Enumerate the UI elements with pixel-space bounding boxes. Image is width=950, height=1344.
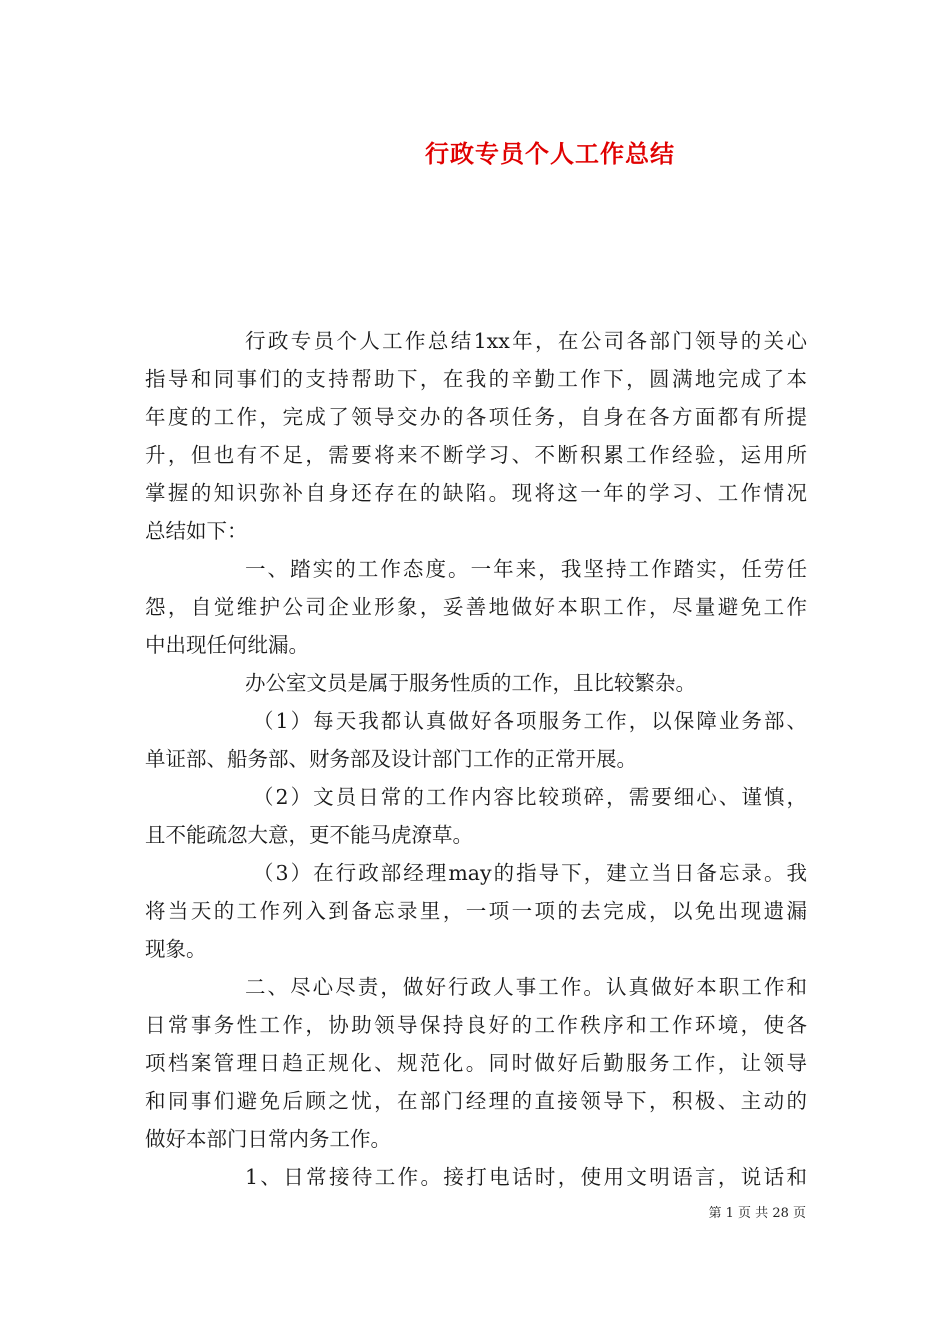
text-line: 年度的工作，完成了领导交办的各项任务，自身在各方面都有所提: [145, 405, 807, 429]
text-line: 掌握的知识弥补自身还存在的缺陷。现将这一年的学习、工作情况: [145, 481, 807, 505]
text-line: 现象。: [145, 937, 207, 961]
text-line: 单证部、船务部、财务部及设计部门工作的正常开展。: [145, 747, 637, 771]
text-line: 做好本部门日常内务工作。: [145, 1127, 391, 1151]
text-line: 中出现任何纰漏。: [145, 633, 309, 657]
page-number: 第 1 页 共 28 页: [708, 1206, 806, 1221]
document-title: 行政专员个人工作总结: [425, 139, 675, 168]
text-line: 怨，自觉维护公司企业形象，妥善地做好本职工作，尽量避免工作: [145, 595, 807, 619]
text-line: 且不能疏忽大意，更不能马虎潦草。: [145, 823, 473, 847]
text-line: （2）文员日常的工作内容比较琐碎，需要细心、谨慎，: [253, 785, 807, 809]
text-line: （3）在行政部经理may的指导下，建立当日备忘录。我: [253, 861, 807, 885]
document-body: [145, 322, 807, 1196]
text-line: 1、日常接待工作。接打电话时，使用文明语言，说话和: [245, 1165, 807, 1189]
text-line: 日常事务性工作，协助领导保持良好的工作秩序和工作环境，使各: [145, 1013, 807, 1037]
text-line: 办公室文员是属于服务性质的工作，且比较繁杂。: [245, 671, 696, 695]
text-line: 项档案管理日趋正规化、规范化。同时做好后勤服务工作，让领导: [145, 1051, 807, 1075]
text-line: 和同事们避免后顾之忧，在部门经理的直接领导下，积极、主动的: [145, 1089, 807, 1113]
text-line: 一、踏实的工作态度。一年来，我坚持工作踏实，任劳任: [245, 557, 807, 581]
text-line: 二、尽心尽责，做好行政人事工作。认真做好本职工作和: [245, 975, 807, 999]
text-line: 总结如下：: [145, 519, 248, 543]
text-line: 升，但也有不足，需要将来不断学习、不断积累工作经验，运用所: [145, 443, 807, 467]
text-line: 行政专员个人工作总结1xx年，在公司各部门领导的关心: [245, 329, 807, 353]
text-line: 指导和同事们的支持帮助下，在我的辛勤工作下，圆满地完成了本: [145, 367, 807, 391]
text-line: 将当天的工作列入到备忘录里，一项一项的去完成，以免出现遗漏: [145, 899, 807, 923]
text-line: （1）每天我都认真做好各项服务工作，以保障业务部、: [253, 709, 807, 733]
